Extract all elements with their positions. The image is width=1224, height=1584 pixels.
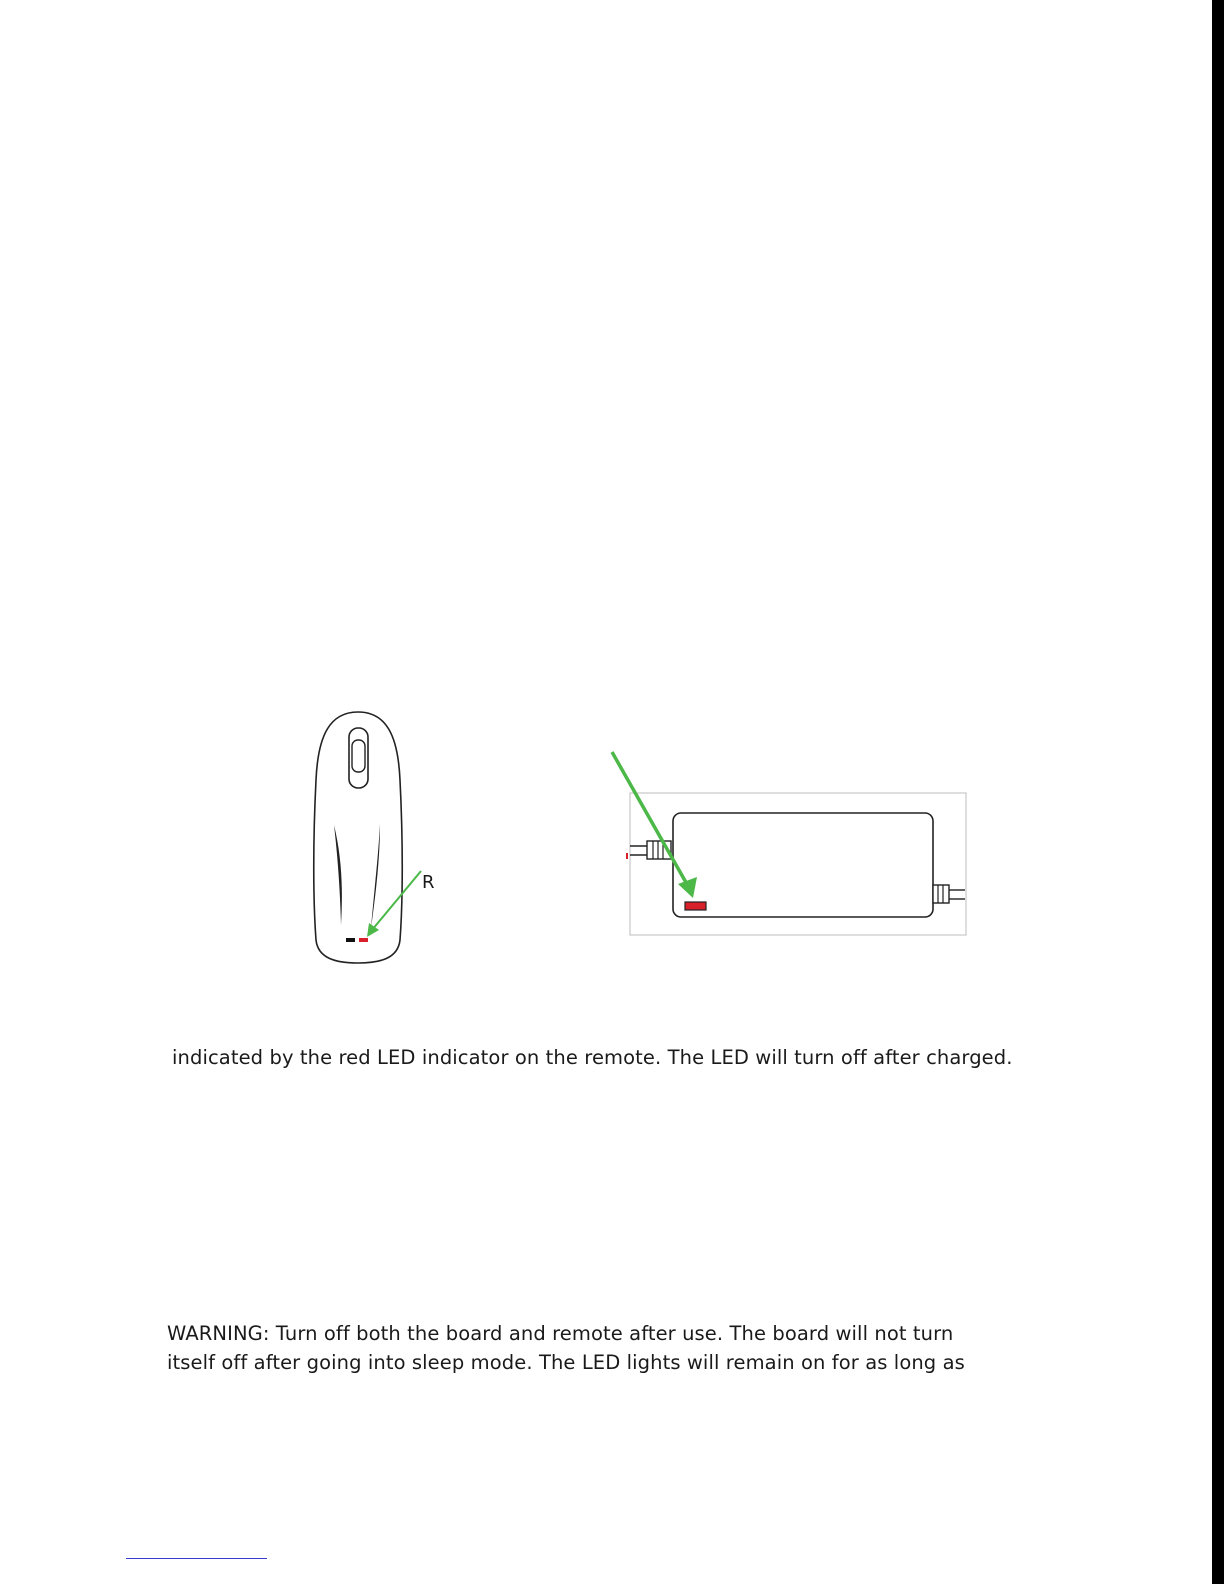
remote-illustration — [314, 712, 435, 963]
remote-callout-letter: R — [422, 872, 435, 893]
remote-led-dark — [346, 938, 355, 942]
remote-led-red — [359, 938, 368, 942]
charger-right-strain-relief — [933, 885, 949, 903]
charging-led-description: indicated by the red LED indicator on the remote. The LED will turn off after charged. — [172, 1046, 1013, 1069]
charger-led-red — [685, 902, 706, 910]
warning-line-2: itself off after going into sleep mode. The LED lights will remain on for as long as — [167, 1351, 965, 1374]
charger-illustration — [612, 752, 966, 935]
footnote-separator — [126, 1558, 267, 1559]
warning-line-1: WARNING: Turn off both the board and remote after use. The board will not turn — [167, 1322, 954, 1345]
charger-left-mark — [626, 853, 628, 859]
charger-brick-body — [673, 813, 933, 917]
remote-slide-knob — [352, 740, 365, 772]
